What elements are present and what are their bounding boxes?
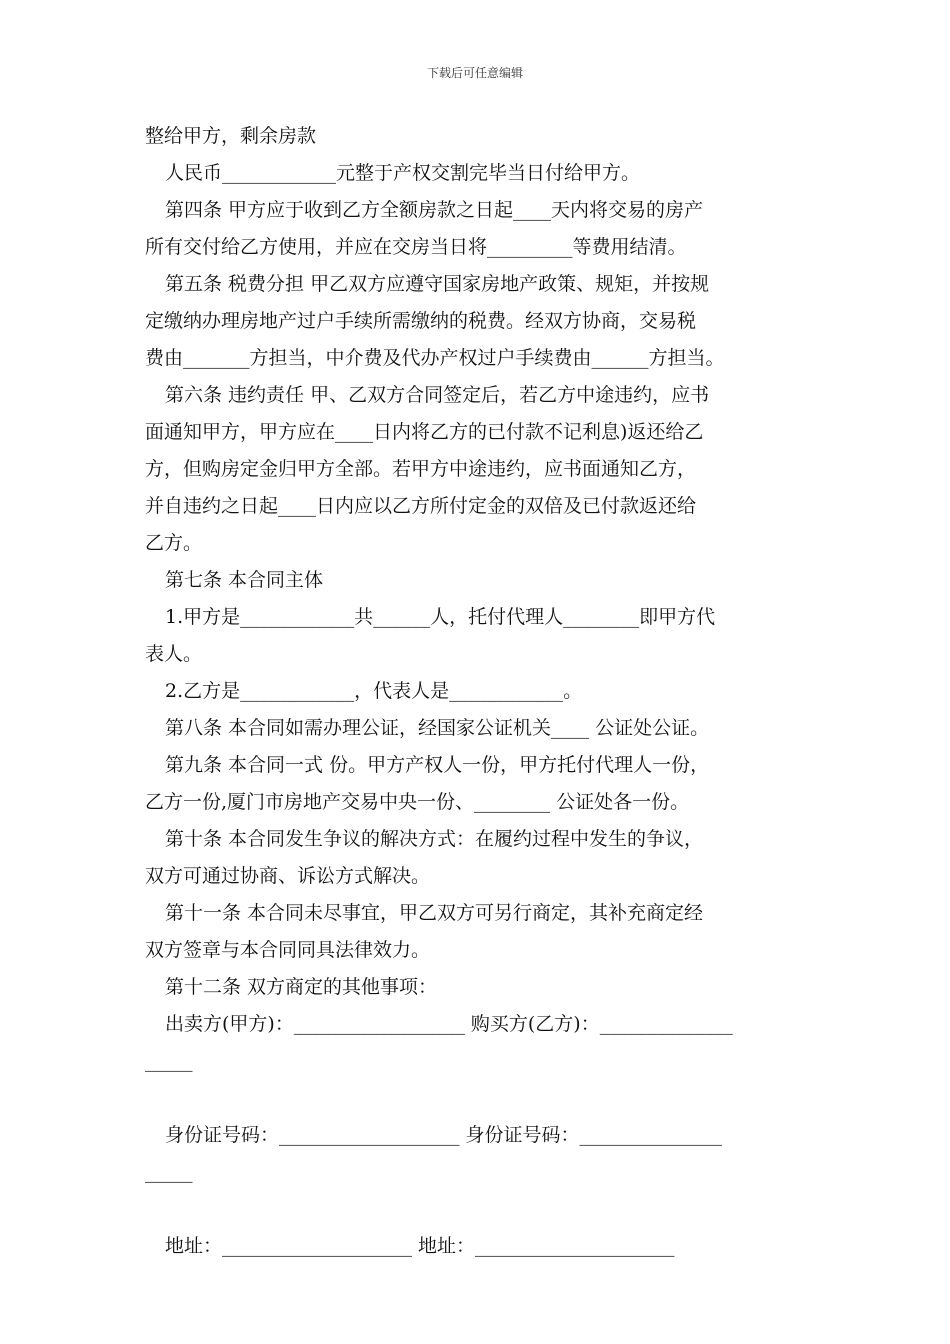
- contract-line: 第十条 本合同发生争议的解决方式：在履约过程中发生的争议，: [165, 828, 704, 850]
- contract-line: 第六条 违约责任 甲、乙双方合同签定后，若乙方中途违约，应书: [165, 384, 710, 406]
- contract-line: 第十一条 本合同未尽事宜，甲乙双方可另行商定，其补充商定经: [165, 902, 704, 924]
- contract-line: 方，但购房定金归甲方全部。若甲方中途违约，应书面通知乙方，: [145, 458, 697, 480]
- contract-line: _____: [145, 1050, 193, 1072]
- contract-line: 第九条 本合同一式 份。甲方产权人一份，甲方托付代理人一份，: [165, 754, 710, 776]
- contract-line: 第七条 本合同主体: [165, 569, 324, 591]
- contract-line: 第十二条 双方商定的其他事项：: [165, 976, 438, 998]
- contract-line: 乙方。: [145, 532, 203, 554]
- contract-line: 身份证号码：___________________ 身份证号码：_______________: [165, 1124, 723, 1146]
- contract-line: 第四条 甲方应于收到乙方全额房款之日起____天内将交易的房产: [165, 199, 704, 221]
- contract-line: _____: [145, 1161, 193, 1183]
- contract-line: 费由_______方担当，中介费及代办产权过户手续费由______方担当。: [145, 347, 725, 369]
- contract-line: 地址：____________________ 地址：_____________________: [165, 1235, 675, 1257]
- contract-line: 整给甲方，剩余房款: [145, 125, 317, 147]
- contract-line: [145, 1080, 815, 1117]
- contract-line: 第八条 本合同如需办理公证，经国家公证机关____ 公证处公证。: [165, 717, 710, 739]
- contract-line: [145, 1191, 815, 1228]
- contract-line: 所有交付给乙方使用，并应在交房当日将_________等费用结清。: [145, 236, 687, 258]
- contract-body: [145, 118, 815, 1265]
- contract-line: 表人。: [145, 643, 203, 665]
- contract-line: 定缴纳办理房地产过户手续所需缴纳的税费。经双方协商，交易税: [145, 310, 697, 332]
- contract-line: 人民币____________元整于产权交割完毕当日付给甲方。: [165, 162, 641, 184]
- contract-line: 第五条 税费分担 甲乙双方应遵守国家房地产政策、规矩，并按规: [165, 273, 710, 295]
- page-header-note: 下载后可任意编辑: [426, 66, 523, 80]
- contract-line: 1.甲方是____________共______人，托付代理人________即甲方代: [165, 606, 716, 628]
- contract-line: 乙方一份,厦门市房地产交易中央一份、________ 公证处各一份。: [145, 791, 690, 813]
- contract-line: 出卖方(甲方)：__________________ 购买方(乙方)：______________: [165, 1013, 733, 1035]
- contract-line: 双方可通过协商、诉讼方式解决。: [145, 865, 431, 887]
- contract-line: 并自违约之日起____日内应以乙方所付定金的双倍及已付款返还给: [145, 495, 697, 517]
- contract-line: 面通知甲方，甲方应在____日内将乙方的已付款不记利息)返还给乙: [145, 421, 704, 443]
- contract-line: 双方签章与本合同同具法律效力。: [145, 939, 431, 961]
- contract-line: 2.乙方是____________，代表人是____________。: [165, 680, 583, 702]
